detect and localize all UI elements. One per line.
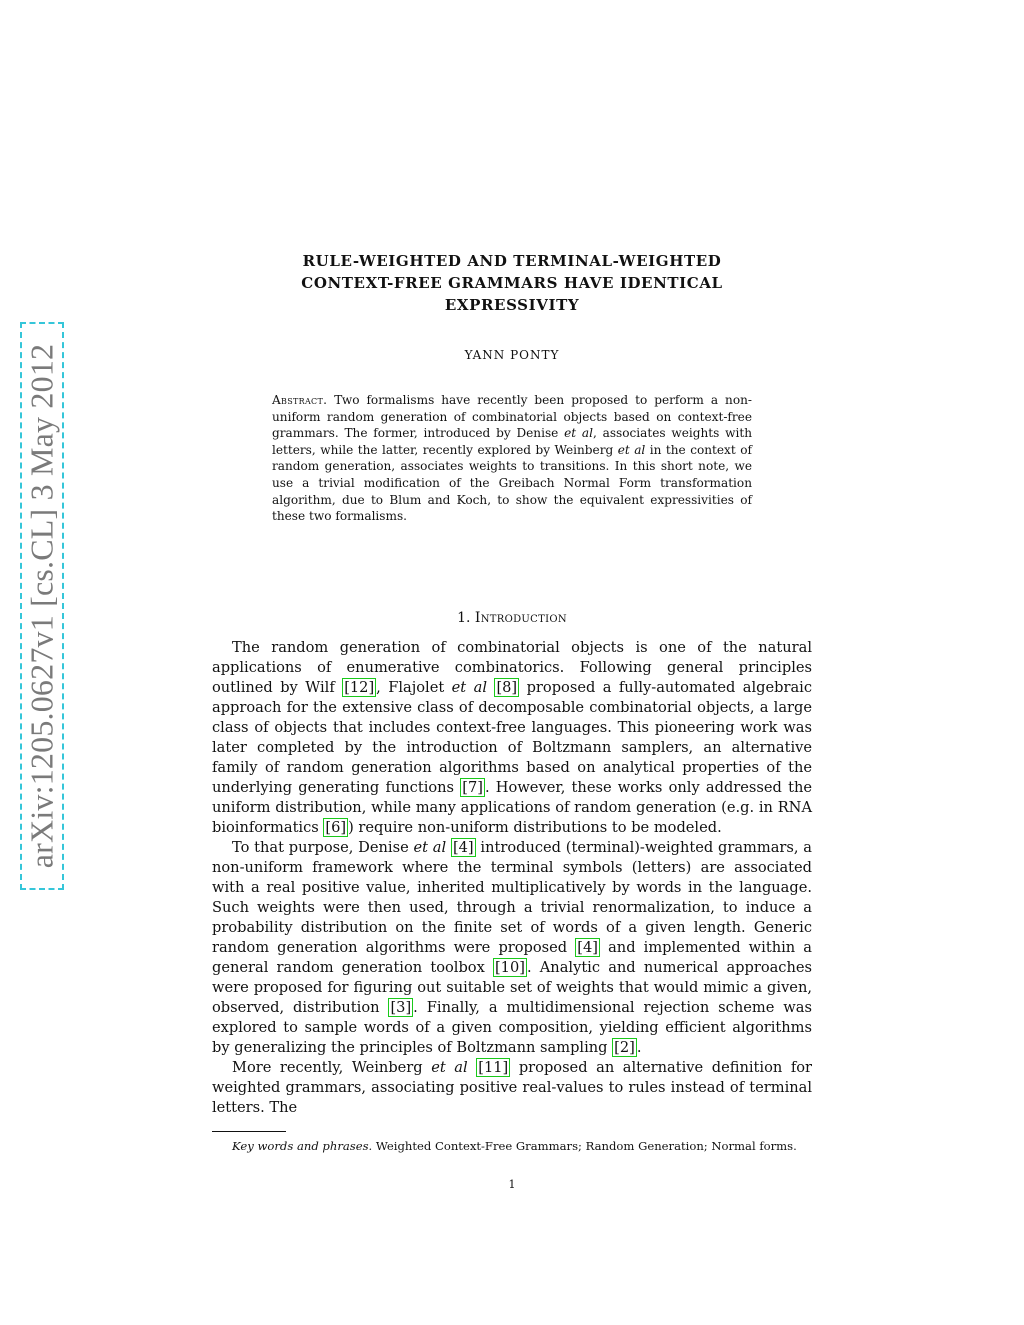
abstract-text-3: in the context of random generation, associates weights to transitions. In this short note, we use a trivial modification of the Greibach Normal Form transformation algorithm, due to Blum and Koch, to show the equivalent expressivities of these two formalisms.	[272, 442, 752, 524]
citation-link-10[interactable]: [10]	[494, 959, 525, 976]
text-run: introduced (terminal)-weighted grammars, a non-uniform framework where the terminal symbols (letters) are associated with a real positive value, inherited multiplicatively by words in the language. Such weights were then used, through a trivial renormalization, to induce a probability distribution on the finite set of words of a given length. Generic random generation algorithms were proposed	[212, 839, 813, 956]
text-run: ) require non-uniform distributions to be modeled.	[348, 819, 722, 836]
text-run: proposed an alternative definition for weighted grammars, associating positive real-values to rules instead of terminal letters. The	[212, 1059, 813, 1116]
citation-link-4[interactable]: [4]	[452, 839, 474, 856]
paragraph-1	[212, 638, 812, 838]
footnote-divider	[212, 1131, 286, 1132]
text-run: and implemented within a general random generation toolbox	[212, 939, 812, 976]
citation-link-7[interactable]: [7]	[462, 779, 483, 796]
text-run: . However, these works only addressed the uniform distribution, while many applications of random generation (e.g. in RNA bioinformatics	[212, 779, 812, 836]
section-heading-introduction	[212, 610, 812, 626]
abstract-etal-2: et al	[617, 442, 646, 457]
citation-link-12[interactable]: [12]	[344, 679, 375, 696]
abstract-text-2: , associates weights with letters, while the latter, recently explored by Weinberg	[272, 426, 752, 457]
citation-link-11[interactable]: [11]	[478, 1059, 509, 1076]
title-line-1: RULE-WEIGHTED AND TERMINAL-WEIGHTED	[302, 252, 722, 270]
text-run: proposed a fully-automated algebraic approach for the extensive class of decomposable combinatorial objects, a large class of objects that includes context-free languages. This pioneering work was later completed by the introduction of Boltzmann samplers, an alternative family of random generation algorithms based on analytical properties of the underlying generating functions	[212, 679, 812, 796]
text-run: . Finally, a multidimensional rejection scheme was explored to sample words of a given composition, yielding efficient algorithms by generalizing the principles of Boltzmann sampling	[212, 999, 812, 1056]
title-line-3: EXPRESSIVITY	[444, 296, 580, 314]
footnote-keywords	[212, 1138, 812, 1154]
citation-link-6[interactable]: [6]	[325, 819, 347, 836]
abstract-text-1: Two formalisms have recently been proposed to perform a non-uniform random generation of combinatorial objects based on context-free grammars. The former, introduced by Denise	[272, 393, 752, 441]
etal-text: et al	[451, 679, 487, 696]
citation-link-3[interactable]: [3]	[390, 999, 412, 1016]
abstract-label: Abstract.	[272, 393, 328, 407]
text-run: The random generation of combinatorial objects is one of the natural applications of enumerative combinatorics. Following general principles outlined by Wilf	[212, 639, 812, 696]
etal-text: et al	[413, 839, 447, 856]
arxiv-identifier[interactable]: arXiv:1205.0627v1 [cs.CL] 3 May 2012	[23, 343, 60, 869]
footnote-label: Key words and phrases.	[232, 1139, 373, 1153]
section-number: 1.	[457, 610, 471, 626]
paragraph-2	[212, 838, 812, 1058]
abstract-etal-1: et al	[564, 426, 593, 441]
footnote-text: Weighted Context-Free Grammars; Random Generation; Normal forms.	[372, 1139, 797, 1153]
text-run: . Analytic and numerical approaches were proposed for figuring out suitable set of weights that would mimic a given, observed, distribution	[212, 959, 812, 1016]
text-run	[468, 1059, 477, 1076]
text-run: .	[636, 1039, 642, 1056]
body-text	[212, 638, 812, 1118]
citation-link-2[interactable]: [2]	[614, 1039, 635, 1056]
arxiv-side-stamp	[20, 322, 64, 890]
citation-link-8[interactable]: [8]	[496, 679, 518, 696]
abstract	[272, 392, 752, 525]
paragraph-3	[212, 1058, 812, 1118]
title-line-2: CONTEXT-FREE GRAMMARS HAVE IDENTICAL	[301, 274, 723, 292]
page-number: 1	[508, 1178, 516, 1191]
etal-text: et al	[431, 1059, 468, 1076]
section-title: Introduction	[474, 610, 567, 626]
text-run: , Flajolet	[376, 679, 452, 696]
text-run: To that purpose, Denise	[232, 839, 414, 856]
author-name: YANN PONTY	[464, 348, 560, 362]
text-run: More recently, Weinberg	[232, 1059, 432, 1076]
citation-link-4b[interactable]: [4]	[577, 939, 598, 956]
paper-title	[240, 250, 784, 316]
